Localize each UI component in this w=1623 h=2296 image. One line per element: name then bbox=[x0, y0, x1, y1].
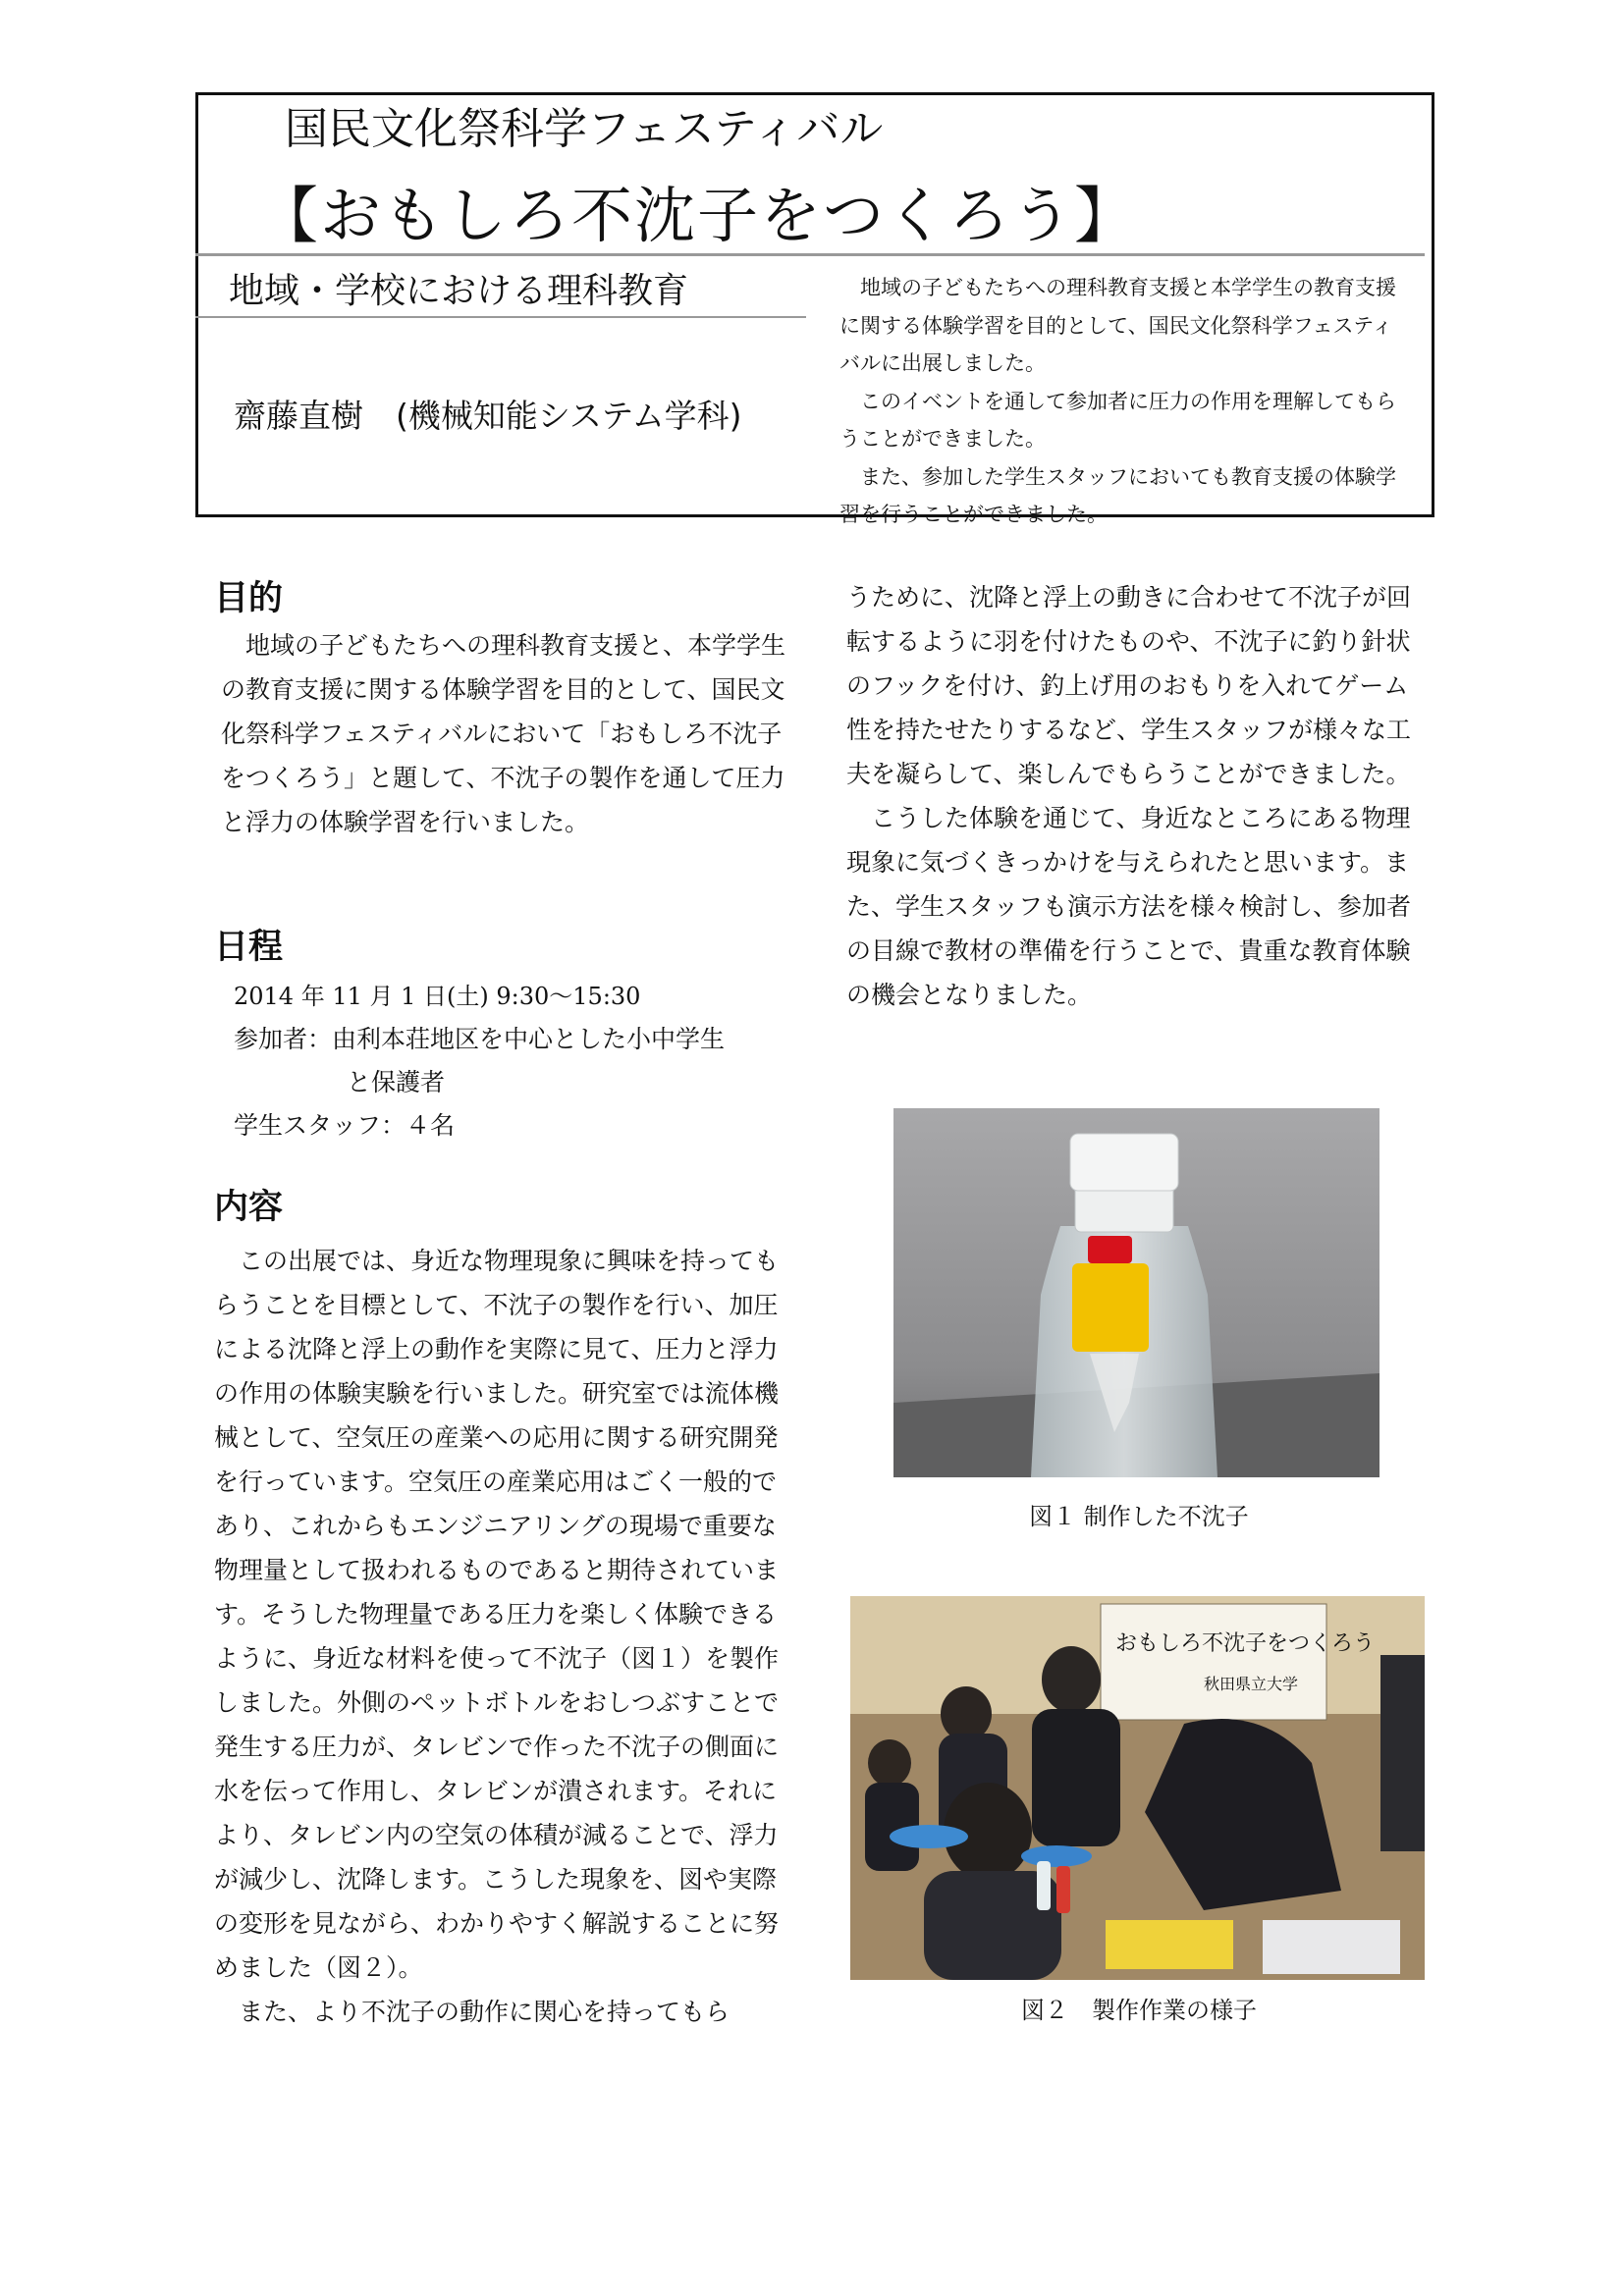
banner-text: おもしろ不沈子をつくろう bbox=[1115, 1631, 1376, 1656]
summary-paragraph: このイベントを通して参加者に圧力の作用を理解してもらうことができました。 bbox=[839, 389, 1396, 451]
title-divider bbox=[195, 253, 1425, 256]
schedule-staff: 学生スタッフ：４名 bbox=[234, 1111, 456, 1140]
summary-paragraph: また、参加した学生スタッフにおいても教育支援の体験学習を行うことができました。 bbox=[839, 464, 1396, 526]
figure-2-caption: 図２ 製作作業の様子 bbox=[1021, 1997, 1257, 2024]
category-divider bbox=[195, 316, 806, 318]
figure-2-photo bbox=[850, 1596, 1425, 1980]
workshop-illustration bbox=[850, 1596, 1425, 1980]
figure-1-photo bbox=[893, 1108, 1380, 1477]
schedule-participants-cont: と保護者 bbox=[347, 1068, 446, 1096]
schedule-date: 2014 年 11 月 1 日(土) 9:30～15:30 bbox=[234, 983, 641, 1010]
content-left bbox=[214, 1239, 793, 2034]
purpose-text: 地域の子どもたちへの理科教育支援と、本学学生の教育支援に関する体験学習を目的として、国民文化祭科学フェスティバルにおいて「おもしろ不沈子をつくろう」と題して、不沈子の製作を通して圧力と浮力の体験学習を行いました。 bbox=[221, 631, 786, 836]
schedule-block bbox=[234, 975, 725, 1148]
content-paragraph: こうした体験を通じて、身近なところにある物理現象に気づくきっかけを与えられたと思います。また、学生スタッフも演示方法を様々検討し、参加者の目線で教材の準備を行うことで、貴重な教育体験の機会となりました。 bbox=[846, 804, 1412, 1009]
bottle-illustration bbox=[893, 1108, 1380, 1477]
author-line: 齋藤直樹 (機械知能システム学科) bbox=[234, 397, 742, 435]
heading-content: 内容 bbox=[214, 1188, 284, 1227]
content-paragraph: また、より不沈子の動作に関心を持ってもら bbox=[239, 1998, 730, 2026]
banner-subtext: 秋田県立大学 bbox=[1204, 1675, 1299, 1693]
summary-paragraph: 地域の子どもたちへの理科教育支援と本学学生の教育支援に関する体験学習を目的として、国民文化祭科学フェスティバルに出展しました。 bbox=[839, 276, 1396, 375]
content-paragraph: うために、沈降と浮上の動きに合わせて不沈子が回転するように羽を付けたものや、不沈子に釣り針状のフックを付け、釣上げ用のおもりを入れてゲーム性を持たせたりするなど、学生スタッフが様々な工夫を凝らして、楽しんでもらうことができました。 bbox=[846, 583, 1412, 788]
main-title: 【おもしろ不沈子をつくろう】 bbox=[257, 180, 1138, 251]
schedule-participants: 参加者：由利本荘地区を中心とした小中学生 bbox=[234, 1025, 726, 1053]
content-right bbox=[846, 575, 1431, 1017]
festival-title: 国民文化祭科学フェスティバル bbox=[285, 104, 884, 154]
summary-abstract bbox=[839, 269, 1404, 534]
content-paragraph: この出展では、身近な物理現象に興味を持ってもらうことを目標として、不沈子の製作を行い、加圧による沈降と浮上の動作を実際に見て、圧力と浮力の作用の体験実験を行いました。研究室では流体機械として、空気圧の産業への応用に関する研究開発を行っています。空気圧の産業応用はごく一般的であり、これからもエンジニアリングの現場で重要な物理量として扱われるものであると期待されています。そうした物理量である圧力を楽しく体験できるように、身近な材料を使って不沈子（図１）を製作しました。外側のペットボトルをおしつぶすことで発生する圧力が、タレビンで作った不沈子の側面に水を伝って作用し、タレビンが潰されます。それにより、タレビン内の空気の体積が減ることで、浮力が減少し、沈降します。こうした現象を、図や実際の変形を見ながら、わかりやすく解説することに努めました（図２）。 bbox=[214, 1247, 780, 1982]
heading-schedule: 日程 bbox=[214, 928, 284, 967]
figure-1-caption: 図１ 制作した不沈子 bbox=[1029, 1503, 1249, 1530]
category-label: 地域・学校における理科教育 bbox=[229, 271, 689, 311]
heading-purpose: 目的 bbox=[214, 579, 284, 618]
